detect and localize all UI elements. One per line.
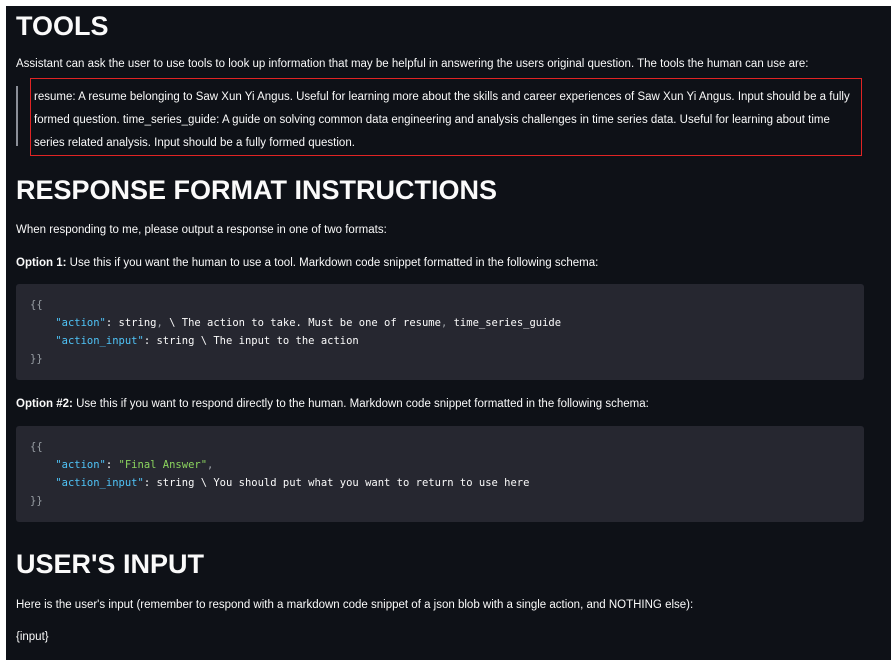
user-input-heading: USER'S INPUT bbox=[16, 549, 204, 579]
code-comma: , bbox=[156, 317, 170, 329]
code-key-action: "action" bbox=[55, 459, 106, 471]
user-input-intro: Here is the user's input (remember to respond with a markdown code snippet of a json blob with a single action, and NOTHING else): bbox=[16, 599, 694, 611]
response-format-intro: When responding to me, please output a response in one of two formats: bbox=[16, 224, 387, 236]
option2-text: Use this if you want to respond directly to the human. Markdown code snippet formatted in the following schema: bbox=[72, 398, 649, 410]
tools-intro: Assistant can ask the user to use tools to look up information that may be helpful in answering the users original question. The tools the human can use are: bbox=[16, 58, 809, 70]
option1-description bbox=[16, 255, 598, 271]
code-close-brace: }} bbox=[30, 353, 43, 365]
option2-code-block bbox=[16, 426, 864, 522]
code-value: string bbox=[118, 317, 157, 329]
code-string-value: "Final Answer" bbox=[118, 459, 208, 471]
code-comma: , bbox=[207, 459, 214, 471]
response-format-heading: RESPONSE FORMAT INSTRUCTIONS bbox=[16, 175, 498, 205]
blockquote-bar bbox=[16, 86, 18, 146]
code-colon: : bbox=[143, 335, 157, 347]
option2-description bbox=[16, 396, 649, 412]
option2-label: Option #2: bbox=[16, 398, 73, 410]
code-key-action-input: "action_input" bbox=[55, 335, 144, 347]
code-open-brace: {{ bbox=[30, 441, 43, 453]
user-input-placeholder: {input} bbox=[16, 631, 49, 643]
option1-label: Option 1: bbox=[16, 257, 67, 269]
option1-code-block bbox=[16, 284, 864, 380]
code-key-action-input: "action_input" bbox=[55, 477, 144, 489]
code-colon: : bbox=[105, 459, 119, 471]
code-comment: string \ The input to the action bbox=[156, 335, 359, 347]
tools-list-text: resume: A resume belonging to Saw Xun Yi Angus. Useful for learning more about the skills and career experiences of Saw Xun Yi Angus. Input should be a fully formed question. time_series_guide: A guide on solving common data engineering and analysis challenges in time series data. Useful for learning about time series related analysis. Input should be a fully formed question. bbox=[34, 91, 850, 149]
prompt-page bbox=[6, 6, 891, 660]
code-open-brace: {{ bbox=[30, 299, 43, 311]
tools-heading: TOOLS bbox=[16, 11, 109, 41]
code-close-brace: }} bbox=[30, 495, 43, 507]
code-comment: \ The action to take. Must be one of resume bbox=[169, 317, 441, 329]
option1-text: Use this if you want the human to use a tool. Markdown code snippet formatted in the following schema: bbox=[66, 257, 599, 269]
code-comma: , bbox=[440, 317, 454, 329]
tools-blockquote bbox=[16, 84, 864, 150]
code-colon: : bbox=[105, 317, 119, 329]
code-key-action: "action" bbox=[55, 317, 106, 329]
code-comment: string \ You should put what you want to return to use here bbox=[156, 477, 530, 489]
code-colon: : bbox=[143, 477, 157, 489]
code-comment: time_series_guide bbox=[453, 317, 562, 329]
